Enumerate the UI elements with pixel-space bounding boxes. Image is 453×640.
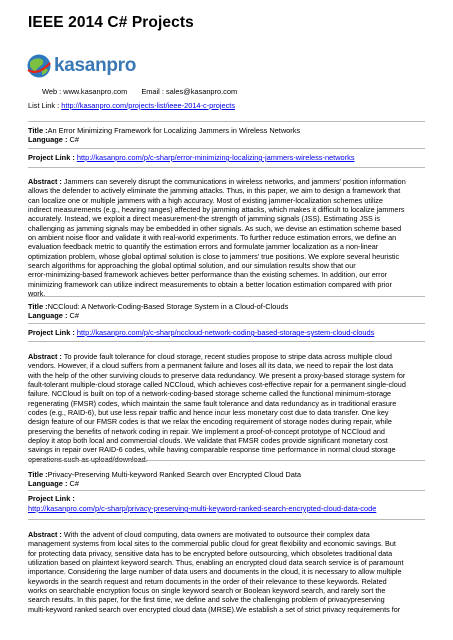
language-value: C#	[69, 479, 79, 488]
list-link-label: List Link :	[28, 101, 62, 110]
project-link-label-row	[28, 494, 75, 503]
title-text: NCCloud: A Network-Coding-Based Storage System in a Cloud-of-Clouds	[47, 302, 289, 311]
abstract-text: Jammers can severely disrupt the communications in wireless networks, and jammers' position information allows the defender to actively eliminate the jamming attacks. Thus, in this paper, we aim to design a framework that can localize one or multiple jammers with a high accuracy. Most of existing jammer-localization schemes utilize indirect measurements (e.g., hearing ranges) affected by jamming attacks, which makes it difficult to localize jammers accurately. Instead, we exploit a direct measurement-the strength of jamming signals (JSS). Estimating JSS is challenging as jamming signals may be embedded in other signals. As such, we devise an estimation scheme based on ambient noise floor and validate it with real-world experiments. To further reduce estimation errors, we define an evaluation feedback metric to quantify the estimation errors and formulate jammer localization as a non-linear optimization problem, whose global optimal solution is close to jammers' true positions. We explore several heuristic search algorithms for approaching the global optimal solution, and our simulation results show that our error-minimizing-based framework achieves better performance than the existing schemes. In addition, our error minimizing framework can utilize indirect measurements to obtain a better location estimation compared with prior work.	[28, 177, 406, 299]
project-link-label: Project Link :	[28, 153, 77, 162]
globe-logo-icon	[26, 53, 52, 79]
email-label: Email :	[141, 87, 166, 96]
section-divider	[28, 490, 425, 491]
project-link[interactable]: http://kasanpro.com/p/c-sharp/privacy-preserving-multi-keyword-ranked-search-encrypted-cloud-data-code	[28, 504, 377, 513]
project-language	[28, 135, 79, 144]
project-language	[28, 479, 79, 488]
email-value: sales@kasanpro.com	[165, 87, 238, 96]
language-label: Language :	[28, 311, 70, 320]
web-value: www.kasanpro.com	[63, 87, 128, 96]
logo-text: kasanpro	[54, 55, 137, 76]
language-label: Language :	[28, 135, 70, 144]
title-label: Title :	[28, 302, 48, 311]
title-text: Privacy-Preserving Multi-keyword Ranked Search over Encrypted Cloud Data	[47, 470, 302, 479]
web-label: Web :	[42, 87, 64, 96]
project-abstract	[28, 530, 425, 614]
project-link[interactable]: http://kasanpro.com/p/c-sharp/nccloud-network-coding-based-storage-system-cloud-clouds	[76, 328, 375, 337]
language-label: Language :	[28, 479, 70, 488]
abstract-label: Abstract :	[28, 177, 64, 186]
title-text: An Error Minimizing Framework for Localizing Jammers in Wireless Networks	[47, 126, 301, 135]
project-link[interactable]: http://kasanpro.com/p/c-sharp/error-minimizing-localizing-jammers-wireless-networks	[76, 153, 355, 162]
title-label: Title :	[28, 470, 48, 479]
section-divider	[28, 296, 425, 297]
project-title	[28, 302, 288, 311]
project-abstract	[28, 177, 425, 298]
project-language	[28, 311, 79, 320]
section-divider	[28, 323, 425, 324]
abstract-text: To provide fault tolerance for cloud storage, recent studies propose to stripe data across multiple cloud vendors. However, if a cloud suffers from a permanent failure and loses all its data, we need to repair the lost data with the help of the other surviving clouds to preserve data redundancy. We present a proxy-based storage system for fault-tolerant multiple-cloud storage called NCCloud, which achieves cost-effective repair for a permanent single-cloud failure. NCCloud is built on top of a network-coding-based storage scheme called the functional minimum-storage regenerating (FMSR) codes, which maintain the same fault tolerance and data redundancy as in traditional erasure codes (e.g., RAID-6), but use less repair traffic and hence incur less monetary cost due to data transfer. One key design feature of our FMSR codes is that we relax the encoding requirement of storage nodes during repair, while preserving the benefits of network coding in repair. We implement a proof-of-concept prototype of NCCloud and deploy it atop both local and commercial clouds. We validate that FMSR codes provide significant monetary cost savings in repair over RAID-6 codes, while having comparable response time performance in normal cloud storage operations such as upload/download.	[28, 352, 406, 464]
section-divider	[28, 167, 425, 168]
section-divider	[28, 148, 425, 149]
language-value: C#	[69, 135, 79, 144]
project-title	[28, 126, 300, 135]
project-link-label: Project Link :	[28, 494, 75, 503]
contact-line	[42, 87, 237, 96]
section-divider	[28, 341, 425, 342]
project-link-row	[28, 328, 374, 337]
kasanpro-logo	[26, 53, 136, 79]
list-link[interactable]: http://kasanpro.com/projects-list/ieee-2014-c-projects	[61, 101, 236, 110]
project-title	[28, 470, 301, 479]
project-abstract	[28, 352, 425, 464]
section-divider	[28, 519, 425, 520]
section-divider	[28, 460, 425, 461]
section-divider	[28, 121, 425, 122]
title-label: Title :	[28, 126, 48, 135]
project-link-label: Project Link :	[28, 328, 77, 337]
project-link-row	[28, 153, 355, 162]
abstract-label: Abstract :	[28, 352, 64, 361]
language-value: C#	[69, 311, 79, 320]
project-link-row	[28, 504, 376, 513]
abstract-text: With the advent of cloud computing, data owners are motivated to outsource their complex data management systems from local sites to the commercial public cloud for great flexibility and economic savings. But for protecting data privacy, sensitive data has to be encrypted before outsourcing, which obsoletes traditional data utilization based on plaintext keyword search. Thus, enabling an encrypted cloud data search service is of paramount importance. Considering the large number of data users and documents in the cloud, it is necessary to allow multiple keywords in the search request and return documents in the order of their relevance to these keywords. Related works on searchable encryption focus on single keyword search or Boolean keyword search, and rarely sort the search results. In this paper, for the first time, we define and solve the challenging problem of privacypreserving multi-keyword ranked search over encrypted cloud data (MRSE).We establish a set of strict privacy requirements for	[28, 530, 404, 614]
list-link-line	[28, 101, 235, 110]
document-title: IEEE 2014 C# Projects	[28, 14, 194, 31]
abstract-label: Abstract :	[28, 530, 64, 539]
